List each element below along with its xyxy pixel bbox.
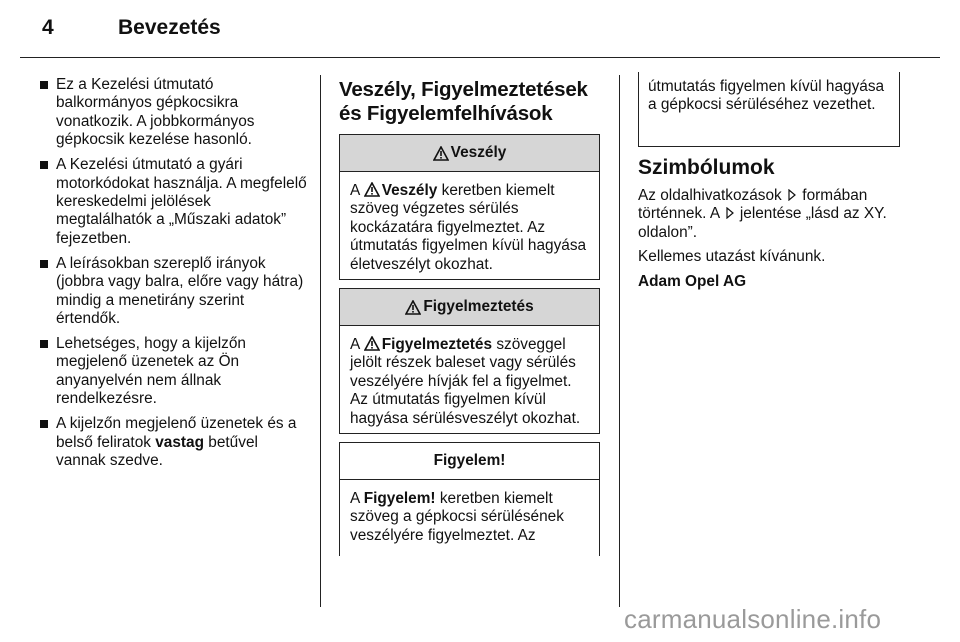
company-name: Adam Opel AG: [638, 272, 747, 290]
page-number: 4: [42, 16, 54, 39]
warning-triangle-icon: [405, 300, 421, 315]
warning-box: [339, 288, 600, 434]
list-item: Lehetséges, hogy a kijelzőn megjelenő üzenetek az Ön anyanyelvén nem állnak rendelkezésre.: [38, 335, 310, 409]
warning-triangle-icon: [433, 146, 449, 161]
symbols-title: Szimbólumok: [638, 156, 775, 179]
column-divider-1: [320, 75, 321, 607]
symbols-paragraph: Az oldalhivatkozások formában történnek. A jelentése „lásd az XY. oldalon”.: [638, 187, 887, 241]
page-title: Bevezetés: [118, 16, 221, 39]
warning-triangle-icon: [364, 182, 380, 197]
column-2: [339, 78, 601, 126]
bullet-square-icon: [40, 260, 48, 268]
list-item: A Kezelési útmutató a gyári motorkódokat használja. A megfelelő kereskedelmi jelölések megtalálhatók a „Műszaki adatok” fejezetben.: [38, 156, 310, 248]
header-rule: [20, 57, 940, 58]
warning-box-text: A Figyelmeztetés szöveggel jelölt részek baleset vagy sérülés veszélyére hívják fel a figyelmet. Az útmutatás figyelmen kívül hagyása sérülésveszélyt okozhat.: [350, 336, 581, 427]
caution-box-heading: Figyelem!: [340, 443, 599, 480]
column-divider-2: [619, 75, 620, 607]
warning-box-heading: Figyelmeztetés: [340, 289, 599, 326]
danger-box-text: A Veszély keretben kiemelt szöveg végzetes sérülés kockázatára figyelmeztet. Az útmutatás figyelmen kívül hagyása életveszélyt okozhat.: [350, 182, 587, 273]
caution-box-text: A Figyelem! keretben kiemelt szöveg a gépkocsi sérülésének veszélyére figyelmeztet. Az: [350, 490, 564, 544]
column-3: [638, 155, 918, 291]
bullet-square-icon: [40, 161, 48, 169]
page-reference-arrow-icon: [726, 207, 734, 219]
caution-box: [339, 442, 600, 556]
bullet-square-icon: [40, 81, 48, 89]
section-title: Veszély, Figyelmeztetések és Figyelemfelhívások: [339, 78, 588, 125]
column-1: [38, 76, 310, 477]
watermark: carmanualsonline.info: [624, 604, 882, 634]
intro-bullet-list: [38, 76, 310, 471]
page-header: [20, 16, 940, 50]
bullet-square-icon: [40, 340, 48, 348]
caution-box-continued: útmutatás figyelmen kívül hagyása a gépkocsi sérüléséhez vezethet.: [638, 72, 900, 147]
list-item: A leírásokban szereplő irányok (jobbra vagy balra, előre vagy hátra) mindig a menetirány szerint értendők.: [38, 255, 310, 329]
warning-triangle-icon: [364, 336, 380, 351]
page-reference-arrow-icon: [788, 189, 796, 201]
list-item: Ez a Kezelési útmutató balkormányos gépkocsikra vonatkozik. A jobbkormányos gépkocsik kezelése hasonló.: [38, 76, 310, 150]
danger-box-heading: Veszély: [340, 135, 599, 172]
greeting: Kellemes utazást kívánunk.: [638, 248, 826, 266]
danger-box: [339, 134, 600, 280]
list-item: A kijelzőn megjelenő üzenetek és a belső feliratok vastag betűvel vannak szedve.: [38, 415, 310, 470]
bullet-square-icon: [40, 420, 48, 428]
bold-term: vastag: [155, 433, 205, 451]
